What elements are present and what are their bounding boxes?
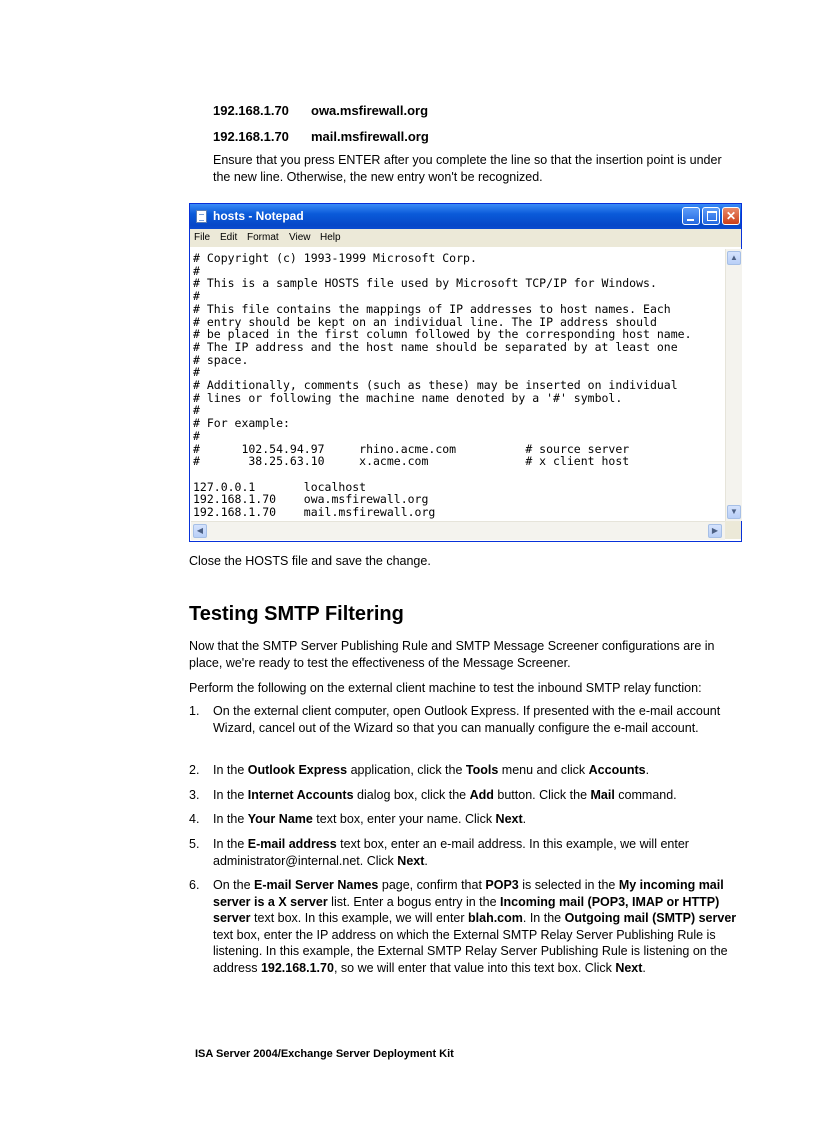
step-text-bold: Next: [495, 812, 523, 826]
step-text-run: page, confirm that: [378, 878, 486, 892]
step-text-bold: Accounts: [588, 763, 646, 777]
step-text-bold: Tools: [465, 763, 499, 777]
step-text-run: text box, enter your name. Click: [312, 812, 496, 826]
scroll-right-icon[interactable]: ▶: [708, 524, 722, 538]
close-note: Close the HOSTS file and save the change.: [189, 554, 431, 568]
step-item: [189, 787, 749, 804]
close-button[interactable]: [722, 207, 740, 225]
step-number: 1.: [189, 704, 200, 718]
step-text-run: .: [522, 812, 527, 826]
notepad-icon: [196, 210, 207, 223]
menu-format[interactable]: Format: [247, 232, 279, 243]
notepad-menubar: [190, 229, 741, 247]
intro-paragraph: Now that the SMTP Server Publishing Rule and SMTP Message Screener configurations are in place, we're ready to test the effectiveness of the Message Screener.: [189, 639, 715, 670]
step-text: [213, 703, 749, 736]
step-text: [213, 762, 749, 779]
step-text-run: .: [645, 763, 650, 777]
scroll-up-icon[interactable]: ▲: [727, 251, 741, 265]
scroll-down-icon[interactable]: ▼: [727, 505, 741, 519]
step-text-run: text box, enter the IP address on which the External SMTP Relay Server Publishing Rule is listening. In this example, the External SMTP Relay Server Publishing Rule is listening on the address: [213, 927, 728, 975]
menu-view[interactable]: View: [289, 232, 311, 243]
step-text-bold: My incoming mail server is a X server: [213, 878, 724, 909]
notepad-title: hosts - Notepad: [213, 209, 304, 223]
hosts-entry-1-host: owa.msfirewall.org: [311, 103, 429, 118]
step-text-run: .: [642, 960, 646, 975]
step-text-run: .: [424, 853, 428, 868]
step-number: 6.: [189, 878, 200, 892]
hosts-entry-1-ip: 192.168.1.70: [213, 103, 289, 118]
step-text-bold: 192.168.1.70: [260, 960, 334, 975]
close-icon: ✕: [725, 209, 737, 223]
hosts-entry-2-host: mail.msfirewall.org: [311, 129, 429, 144]
step-text-run: text box. In this example, we will enter: [250, 911, 469, 925]
step-text-run: In the: [213, 788, 248, 802]
step-text-bold: Add: [469, 788, 494, 802]
step-text-run: In the: [213, 812, 248, 826]
step-text-bold: Outgoing mail (SMTP) server: [564, 911, 737, 925]
step-text-run: . In the: [522, 911, 565, 925]
step-item: [189, 762, 749, 779]
notepad-titlebar[interactable]: [190, 204, 741, 229]
step-text-run: list. Enter a bogus entry in the: [327, 894, 501, 909]
section-title: Testing SMTP Filtering: [189, 603, 404, 625]
vertical-scrollbar[interactable]: [725, 249, 742, 521]
step-text-run: In the: [213, 837, 248, 851]
step-item: [189, 877, 749, 976]
menu-file[interactable]: File: [194, 232, 211, 243]
horizontal-scrollbar[interactable]: [191, 521, 725, 540]
step-text: [213, 877, 749, 976]
menu-edit[interactable]: Edit: [220, 232, 238, 243]
step-text-run: menu and click: [498, 763, 589, 777]
hosts-entry-2-ip: 192.168.1.70: [213, 129, 289, 144]
step-text-run: , so we will enter that value into this text box. Click: [333, 960, 616, 975]
step-number: 3.: [189, 788, 200, 802]
hosts-entry-2: [213, 129, 429, 144]
step-text-bold: E-mail address: [247, 837, 337, 851]
step-text-bold: POP3: [485, 878, 519, 892]
step-text-run: On the: [213, 878, 254, 892]
step-text-bold: Next: [397, 853, 425, 868]
step-text-run: On the external client computer, open Outlook Express. If presented with the e-mail account Wizard, cancel out of the Wizard so that you can manually configure the e-mail account.: [213, 704, 721, 735]
step-text-run: In the: [213, 763, 248, 777]
step-number: 4.: [189, 812, 200, 826]
step-text: [213, 836, 749, 869]
procedure-intro: Perform the following on the external client machine to test the inbound SMTP relay function:: [189, 681, 702, 695]
page-footer: ISA Server 2004/Exchange Server Deployment Kit: [195, 1048, 454, 1060]
step-number: 5.: [189, 837, 200, 851]
step-item: [189, 703, 749, 736]
step-text-run: command.: [614, 788, 677, 802]
step-text: [213, 787, 749, 804]
hosts-entry-1: [213, 103, 428, 118]
minimize-button[interactable]: [682, 207, 700, 225]
maximize-button[interactable]: [702, 207, 720, 225]
notepad-text-area[interactable]: # Copyright (c) 1993-1999 Microsoft Corp. # # This is a sample HOSTS file used by Microsoft TCP/IP for Windows. # # This file contains the mappings of IP addresses to host names. Each # entry should be kept on an individual line. The IP address should # be placed in the first column followed by the corresponding host name. # The IP address and the host name should be separated by at least one # space. # # Additionally, comments (such as these) may be inserted on individual # lines or following the machine name denoted by a '#' symbol. # # For example: # # 102.54.94.97 rhino.acme.com # source server # 38.25.63.10 x.acme.com # x client host 127.0.0.1 localhost 192.168.1.70 owa.msfirewall.org 192.168.1.70 mail.msfirewall.org: [193, 251, 692, 520]
step-text-bold: E-mail Server Names: [254, 878, 379, 892]
resize-grip[interactable]: [725, 521, 741, 539]
step-text-bold: blah.com: [468, 911, 523, 925]
menu-help[interactable]: Help: [320, 232, 341, 243]
step-text-bold: Internet Accounts: [247, 788, 354, 802]
step-text-bold: Outlook Express: [247, 763, 348, 777]
step-item: [189, 811, 749, 828]
step-text: [213, 811, 749, 828]
step-text-bold: Incoming mail (POP3, IMAP or HTTP) server: [213, 894, 720, 925]
step-number: 2.: [189, 763, 200, 777]
scroll-left-icon[interactable]: ◀: [193, 524, 207, 538]
minimize-icon: [687, 219, 694, 221]
step-text-bold: Next: [615, 960, 643, 975]
maximize-icon: [707, 211, 717, 221]
step-item: [189, 836, 749, 869]
step-text-run: dialog box, click the: [353, 788, 470, 802]
step-text-bold: Your Name: [247, 812, 313, 826]
step-text-run: text box, enter an e-mail address. In this example, we will enter administrator@internal.net. Click: [213, 837, 689, 868]
step-text-run: application, click the: [347, 763, 466, 777]
step-text-bold: Mail: [590, 788, 615, 802]
step-text-run: button. Click the: [493, 788, 591, 802]
intro-note: Ensure that you press ENTER after you complete the line so that the insertion point is under the new line. Otherwise, the new entry won't be recognized.: [213, 153, 722, 184]
step-text-run: is selected in the: [518, 878, 619, 892]
notepad-window: [189, 203, 742, 542]
